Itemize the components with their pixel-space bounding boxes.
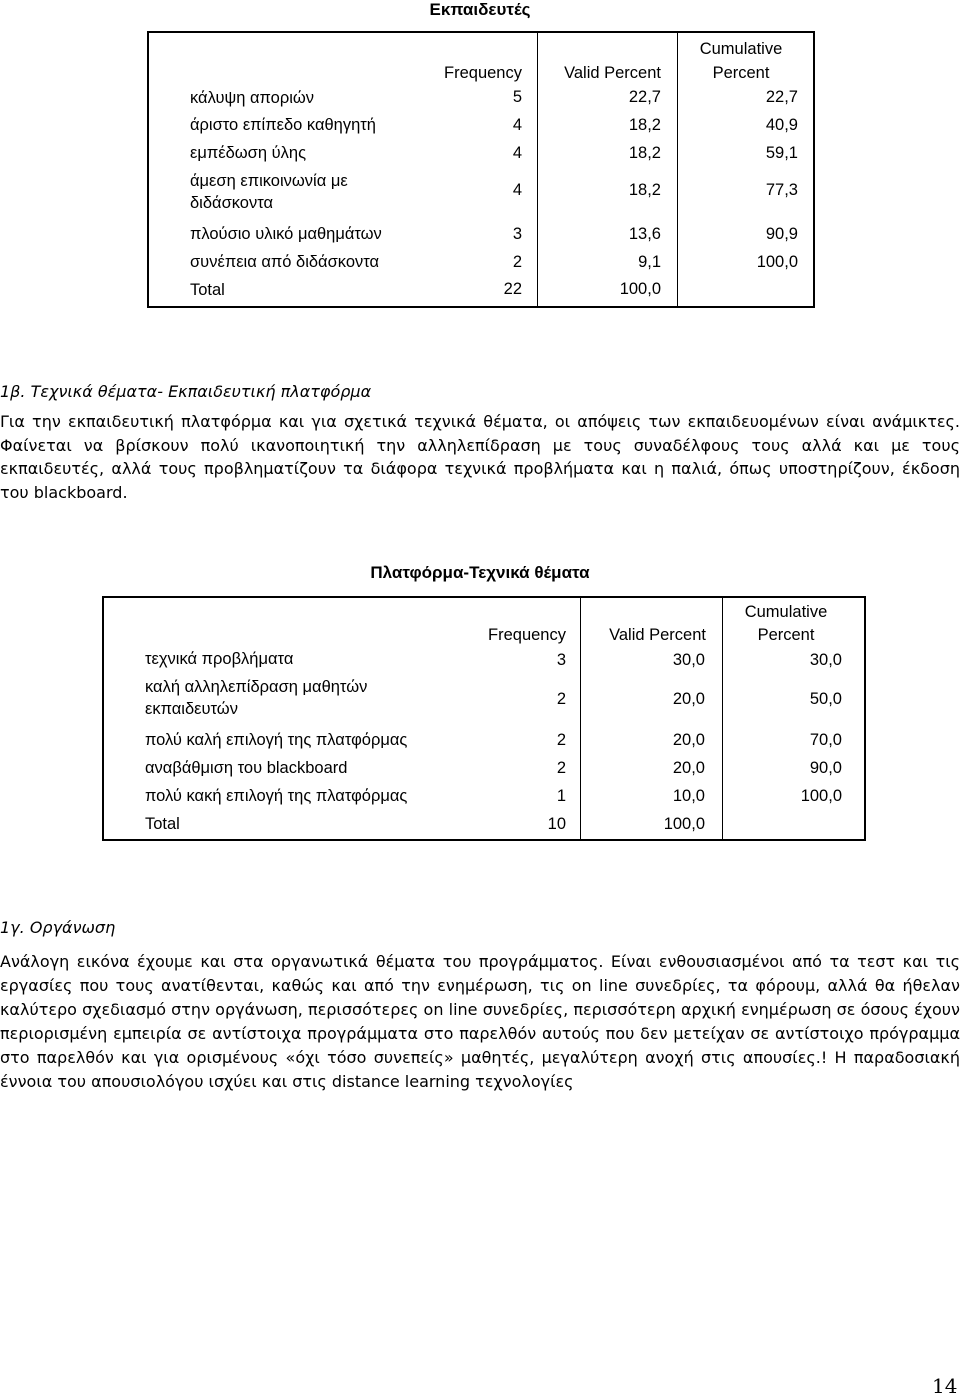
table1-row-valid-percent: 18,2 xyxy=(628,116,661,134)
table2-row-frequency: 2 xyxy=(556,731,566,749)
table2-row-valid-percent: 10,0 xyxy=(672,787,705,805)
table1-row-label: κάλυψη αποριών xyxy=(190,89,315,107)
table2-title: Πλατφόρμα-Τεχνικά θέματα xyxy=(370,563,590,582)
table2-total-valid-percent: 100,0 xyxy=(663,815,705,833)
table1-row-cumulative: 40,9 xyxy=(765,116,798,134)
table2-row-valid-percent: 20,0 xyxy=(672,759,705,777)
table1-total-valid-percent: 100,0 xyxy=(619,280,661,298)
table1-header-percent: Percent xyxy=(712,64,770,82)
table1-row-cumulative: 77,3 xyxy=(765,181,798,199)
section-b-heading: 1β. Τεχνικά θέματα- Εκπαιδευτική πλατφόρμα xyxy=(0,382,372,401)
table2-row-cumulative: 50,0 xyxy=(809,690,842,708)
table1-row-label: άριστο επίπεδο καθηγητή xyxy=(190,116,376,134)
table1-row-label: συνέπεια από διδάσκοντα xyxy=(190,253,380,271)
table2-header-frequency: Frequency xyxy=(488,626,566,644)
table2-row-label: πολύ καλή επιλογή της πλατφόρμας xyxy=(145,731,408,749)
table1-row-frequency: 4 xyxy=(512,116,522,134)
table1-row-cumulative: 59,1 xyxy=(765,144,798,162)
table1-header-frequency: Frequency xyxy=(444,64,522,82)
table1-row-cumulative: 22,7 xyxy=(765,88,798,106)
table2-header-cumulative: Cumulative xyxy=(744,603,828,621)
table1-total-frequency: 22 xyxy=(503,280,522,298)
table2-row-label: αναβάθμιση του blackboard xyxy=(145,759,348,777)
table1-row-valid-percent: 18,2 xyxy=(628,181,661,199)
table2-row-label: πολύ κακή επιλογή της πλατφόρμας xyxy=(145,787,408,805)
section-c-heading: 1γ. Οργάνωση xyxy=(0,918,116,937)
table1-row-label: άμεση επικοινωνία με διδάσκοντα xyxy=(190,172,348,212)
table2-total-frequency: 10 xyxy=(547,815,566,833)
table2-row-frequency: 1 xyxy=(556,787,566,805)
table2-row-cumulative: 100,0 xyxy=(800,787,842,805)
table1-row-frequency: 2 xyxy=(512,253,522,271)
table1-row-label: εμπέδωση ύλης xyxy=(190,144,307,162)
table2-row-cumulative: 70,0 xyxy=(809,731,842,749)
table2-row-frequency: 3 xyxy=(556,651,566,669)
table1-row-frequency: 3 xyxy=(512,225,522,243)
table2-row-frequency: 2 xyxy=(556,690,566,708)
table1-total-label: Total xyxy=(190,281,225,299)
page-number: 14 xyxy=(932,1374,958,1398)
section-c-paragraph: Ανάλογη εικόνα έχουμε και στα οργανωτικά θέματα του προγράμματος. Είναι ενθουσιασμένοι από τα τεστ και τις εργασίες που τους ανατίθενται, καθώς και από την ενημέρωση, τις on line συνεδρίες, τα φόρουμ, αλλά θα ήθελαν καλύτερο σχεδιασμό στην οργάνωση, περισσότερες on line συνεδρίες, περισσότερη αρχική ενημέρωση σε όσους έχουν περιορισμένη εμπειρία σε αντίστοιχα προγράμματα στο παρελθόν αυτούς που δεν μετείχαν σε αντίστοιχο πρόγραμμα στο παρελθόν και για ορισμένους «όχι τόσο συνεπείς» μαθητές, μεγαλύτερη ανοχή στις απουσίες.! Η παραδοσιακή έννοια του απουσιολόγου ισχύει και στις distance learning τεχνολογίες xyxy=(0,952,960,1091)
table1-header-cumulative: Cumulative xyxy=(699,40,783,58)
table1-row-frequency: 5 xyxy=(512,88,522,106)
table1-row-cumulative: 90,9 xyxy=(765,225,798,243)
table2-total-label: Total xyxy=(145,815,180,833)
table1-row-cumulative: 100,0 xyxy=(756,253,798,271)
section-b-paragraph: Για την εκπαιδευτική πλατφόρμα και για σχετικά τεχνικά θέματα, οι απόψεις των εκπαιδευομένων είναι ανάμικτες. Φαίνεται να βρίσκουν πολύ ικανοποιητική την αλληλεπίδραση με τους συναδέλφους τους αλλά και με τους εκπαιδευτές, αλλά τους προβληματίζουν τα διάφορα τεχνικά προβλήματα και η παλιά, όπως υποστηρίζουν, έκδοση του blackboard. xyxy=(0,412,960,502)
table1-row-frequency: 4 xyxy=(512,144,522,162)
table1-title: Εκπαιδευτές xyxy=(429,0,531,19)
table1-header-valid-percent: Valid Percent xyxy=(564,64,661,82)
table2-row-cumulative: 30,0 xyxy=(809,651,842,669)
table2-row-frequency: 2 xyxy=(556,759,566,777)
table2-header-percent: Percent xyxy=(757,626,815,644)
table2-row-valid-percent: 20,0 xyxy=(672,690,705,708)
table1-row-frequency: 4 xyxy=(512,181,522,199)
table2-header-valid-percent: Valid Percent xyxy=(609,626,706,644)
table2-row-valid-percent: 20,0 xyxy=(672,731,705,749)
table1-row-valid-percent: 9,1 xyxy=(638,253,661,271)
table2-row-cumulative: 90,0 xyxy=(809,759,842,777)
table1-row-valid-percent: 13,6 xyxy=(628,225,661,243)
table2-row-label: τεχνικά προβλήματα xyxy=(145,650,294,668)
table2-row-label: καλή αλληλεπίδραση μαθητών εκπαιδευτών xyxy=(145,678,368,718)
table1-row-label: πλούσιο υλικό μαθημάτων xyxy=(190,225,382,243)
table2-row-valid-percent: 30,0 xyxy=(672,651,705,669)
table1-row-valid-percent: 18,2 xyxy=(628,144,661,162)
table1-row-valid-percent: 22,7 xyxy=(628,88,661,106)
